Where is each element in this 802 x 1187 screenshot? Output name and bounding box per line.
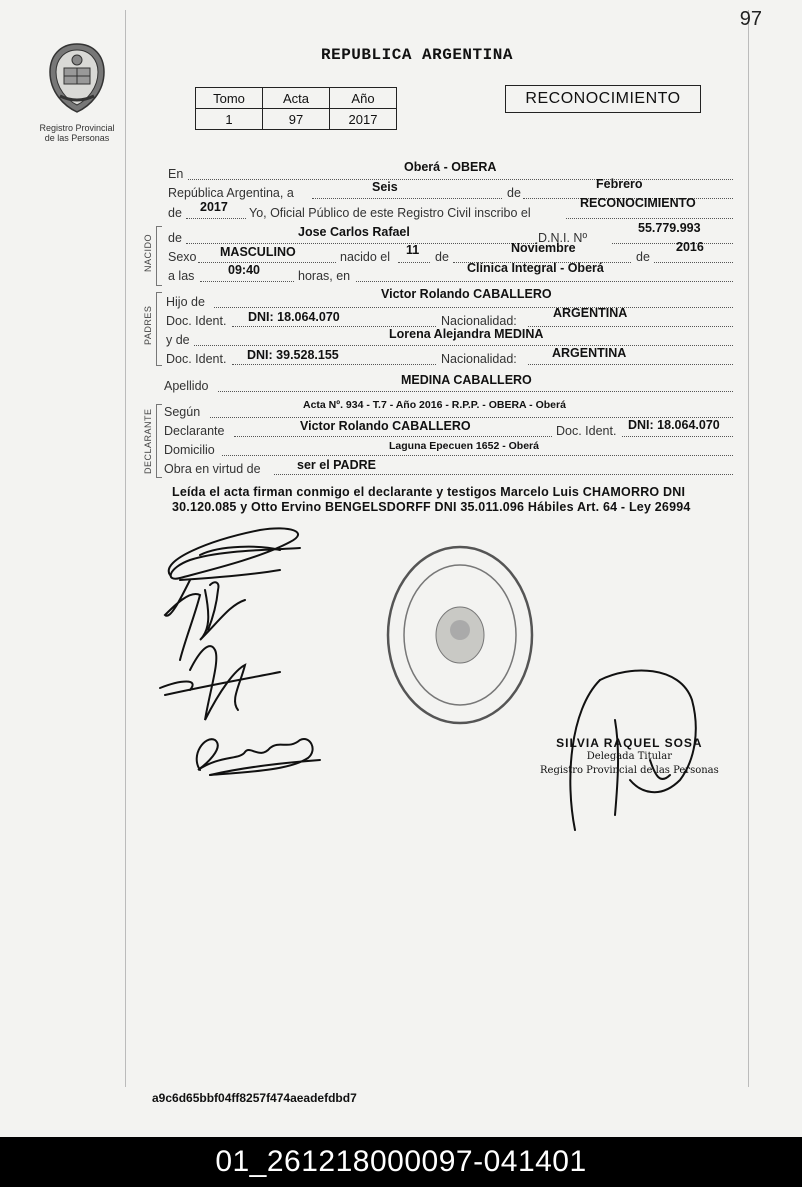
- value-hora: 09:40: [228, 263, 260, 277]
- value-padre-doc: DNI: 18.064.070: [248, 310, 340, 324]
- officer-stamp: [540, 736, 719, 778]
- official-seal: [380, 540, 540, 730]
- value-obra: ser el PADRE: [297, 458, 376, 472]
- label-domicilio: Domicilio: [164, 443, 215, 457]
- table-header-row: [196, 88, 397, 109]
- dots: [194, 345, 733, 346]
- label-horas-en: horas, en: [298, 269, 351, 283]
- table-value-row: [196, 109, 397, 130]
- label-republica: República Argentina, a: [168, 186, 294, 200]
- acta-value: 97: [263, 109, 330, 130]
- label-nacionalidad-2: Nacionalidad:: [441, 352, 517, 366]
- dots: [312, 198, 502, 199]
- dots: [622, 436, 733, 437]
- label-de-anio2: de: [636, 250, 650, 264]
- dots: [186, 243, 536, 244]
- registry-logo: [34, 40, 120, 143]
- dots: [654, 262, 733, 263]
- closing-statement: Leída el acta firman conmigo el declarante y testigos Marcelo Luis CHAMORRO DNI 30.120.085 y Otto Ervino BENGELSDORFF DNI 35.011.096 Hábiles Art. 64 - Ley 26994: [172, 485, 691, 514]
- value-madre-nac: ARGENTINA: [552, 346, 627, 360]
- value-anio: 2017: [200, 200, 228, 214]
- section-bracket-nacido: [156, 226, 162, 286]
- label-doc-ident-3: Doc. Ident.: [556, 424, 617, 438]
- label-nacido-el: nacido el: [340, 250, 391, 264]
- tomo-value: 1: [196, 109, 263, 130]
- dots: [398, 262, 430, 263]
- value-declarante-doc: DNI: 18.064.070: [628, 418, 720, 432]
- col-anio-header: Año: [330, 88, 397, 109]
- dots: [612, 243, 733, 244]
- label-yo-oficial: Yo, Oficial Público de este Registro Civil inscribo el: [249, 206, 531, 220]
- act-reference-table: [195, 87, 397, 130]
- value-lugar-nac: Clínica Integral - Oberá: [467, 261, 604, 275]
- label-hijo-de: Hijo de: [166, 295, 205, 309]
- label-de-dia: de: [435, 250, 449, 264]
- label-nacionalidad-1: Nacionalidad:: [441, 314, 517, 328]
- anio-value: 2017: [330, 109, 397, 130]
- misiones-crest-icon: [42, 40, 112, 116]
- value-padre-nac: ARGENTINA: [553, 306, 628, 320]
- dots: [218, 391, 733, 392]
- officer-office: Registro Provincial de las Personas: [540, 765, 719, 776]
- dots: [566, 218, 733, 219]
- value-segun: Acta Nº. 934 - T.7 - Año 2016 - R.P.P. - OBERA - Oberá: [303, 399, 566, 411]
- section-label-padres: PADRES: [143, 305, 153, 345]
- officer-role: Delegada Titular: [586, 751, 672, 762]
- dots: [222, 455, 733, 456]
- label-y-de: y de: [166, 333, 190, 347]
- dots: [200, 281, 294, 282]
- value-nac-anio: 2016: [676, 240, 704, 254]
- label-obra: Obra en virtud de: [164, 462, 261, 476]
- dots: [214, 307, 733, 308]
- dots: [198, 262, 336, 263]
- value-madre-doc: DNI: 39.528.155: [247, 348, 339, 362]
- officer-name: SILVIA RAQUEL SOSA: [556, 736, 703, 750]
- value-nombre: Jose Carlos Rafael: [298, 225, 410, 239]
- value-mes: Febrero: [596, 177, 643, 191]
- dots: [274, 474, 733, 475]
- logo-caption-line2: de las Personas: [44, 133, 110, 143]
- page-number: 97: [739, 8, 762, 30]
- dots: [232, 364, 436, 365]
- dots: [356, 281, 733, 282]
- dots: [528, 326, 733, 327]
- label-apellido: Apellido: [164, 379, 209, 393]
- left-margin-line: [125, 10, 126, 1087]
- label-de-nombre: de: [168, 231, 182, 245]
- act-type-box: RECONOCIMIENTO: [505, 85, 701, 113]
- value-padre: Victor Rolando CABALLERO: [381, 287, 552, 301]
- value-dni: 55.779.993: [638, 221, 701, 235]
- label-doc-ident-1: Doc. Ident.: [166, 314, 227, 328]
- value-dia-texto: Seis: [372, 180, 398, 194]
- dots: [186, 218, 246, 219]
- right-margin-line: [748, 10, 749, 1087]
- col-tomo-header: Tomo: [196, 88, 263, 109]
- label-de-mes: de: [507, 186, 521, 200]
- dots: [188, 179, 733, 180]
- document-hash: a9c6d65bbf04ff8257f474aeadefdbd7: [152, 1091, 357, 1105]
- label-segun: Según: [164, 405, 201, 419]
- label-sexo: Sexo: [168, 250, 197, 264]
- value-lugar: Oberá - OBERA: [404, 160, 497, 174]
- label-de-anio: de: [168, 206, 182, 220]
- document-title: REPUBLICA ARGENTINA: [321, 46, 513, 64]
- label-a-las: a las: [168, 269, 195, 283]
- footer-code-bar: 01_261218000097-041401: [0, 1137, 802, 1187]
- seal-text: [360, 733, 361, 734]
- col-acta-header: Acta: [263, 88, 330, 109]
- label-doc-ident-2: Doc. Ident.: [166, 352, 227, 366]
- value-sexo: MASCULINO: [220, 245, 296, 259]
- value-apellido: MEDINA CABALLERO: [401, 373, 532, 387]
- value-nac-dia: 11: [406, 243, 420, 257]
- section-label-nacido: NACIDO: [143, 233, 153, 272]
- logo-caption-line1: Registro Provincial: [39, 123, 115, 133]
- dots: [234, 436, 552, 437]
- section-bracket-padres: [156, 292, 162, 366]
- witness-signatures: [150, 520, 330, 790]
- value-inscribe: RECONOCIMIENTO: [580, 196, 696, 210]
- label-declarante: Declarante: [164, 424, 225, 438]
- value-madre: Lorena Alejandra MEDINA: [389, 327, 544, 341]
- section-label-declarante: DECLARANTE: [143, 408, 153, 474]
- value-declarante: Victor Rolando CABALLERO: [300, 419, 471, 433]
- label-dni: D.N.I. Nº: [538, 231, 588, 245]
- dots: [528, 364, 733, 365]
- value-domicilio: Laguna Epecuen 1652 - Oberá: [389, 440, 539, 452]
- value-nac-mes: Noviembre: [511, 241, 576, 255]
- label-en: En: [168, 167, 184, 181]
- section-bracket-declarante: [156, 404, 162, 478]
